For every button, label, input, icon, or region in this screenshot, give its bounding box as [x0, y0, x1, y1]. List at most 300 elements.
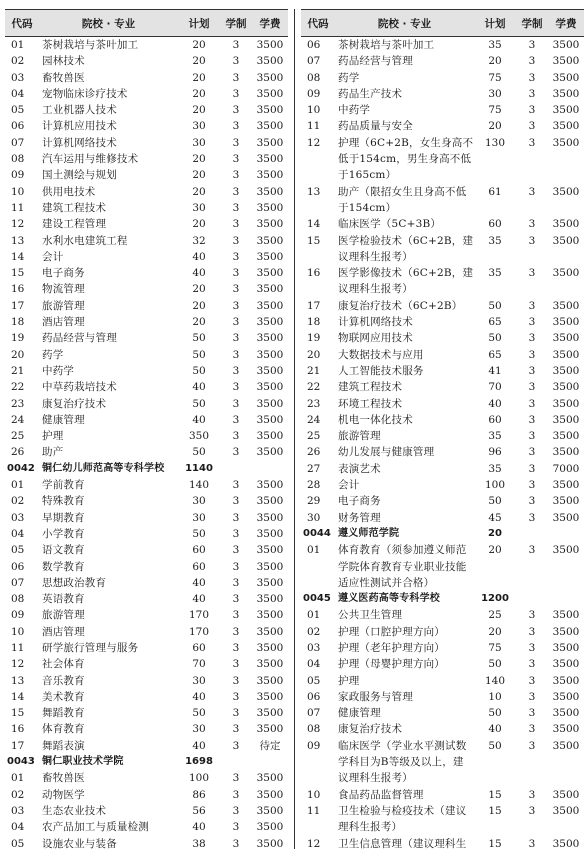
major-years: 3 [232, 267, 240, 280]
major-code: 30 [307, 511, 321, 524]
major-row [5, 803, 288, 819]
major-name: 中草药栽培技术 [42, 381, 117, 394]
major-row [301, 656, 584, 672]
major-name: 建筑工程技术 [42, 201, 107, 214]
major-fee: 3500 [256, 120, 284, 133]
major-plan: 30 [192, 136, 206, 149]
major-code: 11 [307, 804, 321, 817]
major-code: 22 [307, 381, 321, 394]
major-row [301, 314, 584, 330]
major-fee: 3500 [256, 609, 284, 622]
major-plan: 50 [488, 495, 502, 508]
major-row [301, 721, 584, 737]
major-years: 3 [232, 495, 240, 508]
major-code: 04 [307, 658, 321, 671]
major-years: 3 [528, 120, 536, 133]
major-fee: 3500 [552, 87, 580, 100]
major-row [5, 575, 288, 591]
major-fee: 3500 [256, 299, 284, 312]
major-fee: 3500 [552, 104, 580, 117]
major-row [5, 396, 288, 412]
major-name: 体育教育（须参加遵义师范学院体育教育专业职业技能适应性测试并合格） [338, 544, 467, 589]
major-row [301, 118, 584, 134]
major-years: 3 [232, 609, 240, 622]
major-name: 舞蹈表演 [42, 739, 85, 752]
major-years: 3 [232, 364, 240, 377]
major-name: 旅游管理 [42, 299, 85, 312]
major-plan: 35 [488, 267, 502, 280]
major-name: 茶树栽培与茶叶加工 [338, 39, 435, 51]
major-row [301, 510, 584, 526]
major-code: 12 [11, 218, 25, 231]
major-name: 早期教育 [42, 511, 85, 524]
major-fee: 3500 [256, 544, 284, 557]
major-years: 3 [232, 625, 240, 638]
school-row-filler [220, 754, 288, 770]
major-name: 表演艺术 [338, 462, 381, 475]
major-code: 02 [11, 495, 25, 508]
major-row [301, 265, 584, 298]
major-years: 3 [528, 641, 536, 654]
major-name: 畜牧兽医 [42, 71, 85, 84]
major-row [5, 53, 288, 69]
major-fee: 3500 [552, 609, 580, 622]
major-plan: 50 [192, 527, 206, 540]
major-years: 3 [232, 544, 240, 557]
major-name: 设施农业与装备 [42, 837, 117, 850]
major-fee: 3500 [552, 316, 580, 329]
major-row [301, 542, 584, 591]
major-years: 3 [528, 674, 536, 687]
major-name: 药品经营与管理 [42, 332, 117, 345]
major-code: 23 [11, 397, 25, 410]
major-name: 中药学 [42, 364, 75, 377]
major-fee: 3500 [552, 690, 580, 703]
major-name: 计算机应用技术 [42, 120, 117, 133]
major-plan: 20 [192, 169, 206, 182]
major-fee: 3500 [552, 364, 580, 377]
major-fee: 3500 [256, 348, 284, 361]
major-code: 04 [11, 87, 25, 100]
major-fee: 3500 [256, 169, 284, 182]
school-code: 0044 [303, 527, 331, 539]
major-code: 29 [307, 495, 321, 508]
major-code: 05 [307, 674, 321, 687]
major-plan: 50 [488, 299, 502, 312]
major-plan: 32 [192, 234, 206, 247]
column-divider [294, 9, 295, 849]
major-name: 茶树栽培与茶叶加工 [42, 39, 139, 51]
major-fee: 3500 [552, 430, 580, 443]
major-code: 03 [11, 71, 25, 84]
major-code: 14 [11, 690, 25, 703]
major-plan: 20 [192, 153, 206, 166]
major-name: 大数据技术与应用 [338, 348, 424, 361]
major-code: 13 [11, 674, 25, 687]
major-plan: 40 [192, 381, 206, 394]
major-code: 15 [307, 234, 321, 247]
major-plan: 20 [192, 218, 206, 231]
major-years: 3 [528, 218, 536, 231]
major-row [301, 428, 584, 444]
major-row [301, 477, 584, 493]
major-years: 3 [232, 576, 240, 589]
major-years: 3 [528, 413, 536, 426]
major-code: 12 [307, 136, 321, 149]
major-fee: 3500 [552, 120, 580, 133]
major-fee: 3500 [256, 381, 284, 394]
major-code: 15 [11, 267, 25, 280]
major-code: 14 [11, 250, 25, 263]
major-name: 美术教育 [42, 690, 85, 703]
major-name: 农产品加工与质量检测 [42, 821, 149, 834]
major-code: 12 [307, 837, 321, 850]
major-fee: 3500 [256, 821, 284, 834]
major-plan: 40 [192, 593, 206, 606]
major-years: 3 [528, 511, 536, 524]
major-years: 3 [528, 495, 536, 508]
major-years: 3 [528, 299, 536, 312]
major-plan: 140 [484, 674, 506, 687]
major-years: 3 [528, 397, 536, 410]
major-name: 药品质量与安全 [338, 120, 413, 133]
major-plan: 170 [188, 609, 210, 622]
major-row [301, 184, 584, 217]
major-code: 07 [11, 136, 25, 149]
major-code: 10 [307, 788, 321, 801]
major-years: 3 [528, 104, 536, 117]
major-years: 3 [232, 153, 240, 166]
enrollment-table-left [5, 9, 288, 852]
major-code: 24 [11, 413, 25, 426]
major-row [5, 216, 288, 232]
major-code: 08 [307, 723, 321, 736]
major-name: 临床医学（学业水平测试数学科目为B等级及以上，建议理科生报考） [338, 739, 467, 785]
major-name: 特殊教育 [42, 495, 85, 508]
major-fee: 3500 [256, 55, 284, 68]
major-code: 27 [307, 462, 321, 475]
major-plan: 50 [192, 446, 206, 459]
major-fee: 3500 [256, 87, 284, 100]
major-plan: 30 [192, 723, 206, 736]
major-row [5, 591, 288, 607]
major-code: 03 [11, 804, 25, 817]
major-name: 酒店管理 [42, 316, 85, 329]
major-fee: 3500 [256, 39, 284, 51]
major-years: 3 [232, 658, 240, 671]
major-code: 05 [11, 837, 25, 850]
major-years: 3 [232, 316, 240, 329]
major-plan: 40 [192, 821, 206, 834]
major-name: 物流管理 [42, 283, 85, 296]
major-plan: 40 [192, 739, 206, 752]
major-years: 3 [232, 739, 240, 752]
major-code: 08 [307, 71, 321, 84]
school-code: 0042 [7, 462, 35, 474]
header-plan: 计划 [474, 10, 516, 37]
major-row [5, 363, 288, 379]
major-name: 卫生信息管理（建议理科生 [338, 837, 467, 850]
major-row [301, 836, 584, 852]
major-code: 05 [11, 544, 25, 557]
school-plan-total: 20 [488, 527, 502, 539]
major-plan: 50 [488, 332, 502, 345]
major-years: 3 [232, 332, 240, 345]
header-name: 院校 · 专业 [39, 10, 178, 37]
major-name: 体育教育 [42, 723, 85, 736]
major-plan: 50 [488, 739, 502, 752]
major-name: 建设工程管理 [42, 218, 107, 231]
major-name: 卫生检验与检疫技术（建议理科生报考） [338, 804, 467, 834]
major-name: 药品生产技术 [338, 87, 403, 100]
major-code: 07 [307, 707, 321, 720]
major-name: 音乐教育 [42, 674, 85, 687]
major-code: 21 [11, 364, 25, 377]
major-code: 16 [307, 267, 321, 280]
major-plan: 70 [192, 658, 206, 671]
school-plan-total: 1140 [185, 462, 213, 474]
major-code: 03 [307, 641, 321, 654]
major-name: 助产（限招女生且身高不低于154cm） [338, 185, 467, 214]
enrollment-table-right [301, 9, 584, 852]
major-row [301, 396, 584, 412]
major-fee: 3500 [552, 674, 580, 687]
major-plan: 40 [192, 413, 206, 426]
major-name: 数学教育 [42, 560, 85, 573]
major-row [301, 444, 584, 460]
major-name: 公共卫生管理 [338, 609, 403, 622]
major-fee: 3500 [256, 413, 284, 426]
major-plan: 56 [192, 804, 206, 817]
major-code: 17 [11, 299, 25, 312]
header-code: 代码 [301, 10, 335, 37]
major-plan: 15 [488, 788, 502, 801]
major-code: 26 [11, 446, 25, 459]
major-row [5, 542, 288, 558]
major-fee: 3500 [552, 299, 580, 312]
major-plan: 50 [192, 364, 206, 377]
major-row [301, 233, 584, 266]
major-row [5, 721, 288, 737]
major-name: 生态农业技术 [42, 804, 107, 817]
major-plan: 20 [192, 299, 206, 312]
major-row [301, 379, 584, 395]
major-code: 13 [11, 234, 25, 247]
major-name: 电子商务 [338, 495, 381, 508]
major-name: 物联网应用技术 [338, 332, 413, 345]
major-code: 01 [307, 544, 321, 557]
major-name: 社会体育 [42, 658, 85, 671]
major-name: 机电一体化技术 [338, 413, 413, 426]
major-row [5, 526, 288, 542]
major-code: 25 [307, 430, 321, 443]
major-plan: 61 [488, 185, 502, 198]
major-name: 护理（老年护理方向） [338, 641, 445, 654]
major-row [5, 265, 288, 281]
major-code: 01 [11, 772, 25, 785]
major-code: 02 [11, 788, 25, 801]
major-plan: 50 [192, 397, 206, 410]
major-row [5, 559, 288, 575]
major-fee: 3500 [552, 381, 580, 394]
major-plan: 30 [192, 201, 206, 214]
major-plan: 20 [192, 87, 206, 100]
school-row [5, 461, 288, 477]
major-code: 25 [11, 430, 25, 443]
major-plan: 65 [488, 316, 502, 329]
school-name: 铜仁幼儿师范高等专科学校 [42, 462, 165, 474]
major-years: 3 [232, 283, 240, 296]
major-fee: 3500 [552, 397, 580, 410]
right-column [301, 9, 584, 849]
major-plan: 20 [192, 39, 206, 51]
major-plan: 60 [192, 641, 206, 654]
major-fee: 3500 [552, 788, 580, 801]
major-years: 3 [528, 739, 536, 752]
major-years: 3 [528, 707, 536, 720]
major-years: 3 [528, 332, 536, 345]
major-plan: 30 [192, 495, 206, 508]
major-row [301, 135, 584, 184]
major-fee: 待定 [259, 739, 281, 752]
major-row [5, 624, 288, 640]
table-header-row [5, 10, 288, 37]
major-row [301, 673, 584, 689]
major-row [5, 705, 288, 721]
school-name: 遵义师范学院 [338, 527, 400, 539]
major-fee: 3500 [256, 837, 284, 850]
major-fee: 3500 [256, 625, 284, 638]
major-name: 畜牧兽医 [42, 772, 85, 785]
major-code: 16 [11, 283, 25, 296]
major-fee: 3500 [256, 430, 284, 443]
major-row [301, 412, 584, 428]
major-fee: 3500 [256, 723, 284, 736]
major-years: 3 [528, 364, 536, 377]
major-fee: 3500 [552, 739, 580, 752]
major-name: 护理 [338, 674, 360, 687]
major-row [5, 819, 288, 835]
major-code: 07 [307, 55, 321, 68]
major-years: 3 [232, 201, 240, 214]
major-row [5, 689, 288, 705]
major-years: 3 [232, 299, 240, 312]
major-name: 幼儿发展与健康管理 [338, 446, 435, 459]
major-years: 3 [232, 560, 240, 573]
major-code: 26 [307, 446, 321, 459]
major-code: 16 [11, 723, 25, 736]
major-name: 康复治疗技术 [42, 397, 107, 410]
header-fee: 学费 [252, 10, 288, 37]
major-plan: 50 [192, 332, 206, 345]
major-row [301, 624, 584, 640]
major-row [5, 428, 288, 444]
major-fee: 3500 [552, 218, 580, 231]
major-fee: 7000 [552, 462, 580, 475]
major-fee: 3500 [256, 674, 284, 687]
major-fee: 3500 [552, 837, 580, 850]
major-code: 10 [307, 104, 321, 117]
school-code: 0043 [7, 756, 35, 768]
major-row [301, 102, 584, 118]
major-row [301, 803, 584, 836]
major-plan: 45 [488, 511, 502, 524]
major-years: 3 [232, 593, 240, 606]
major-row [5, 607, 288, 623]
major-fee: 3500 [256, 234, 284, 247]
major-plan: 50 [488, 658, 502, 671]
header-plan: 计划 [178, 10, 220, 37]
major-code: 11 [11, 641, 25, 654]
major-years: 3 [528, 462, 536, 475]
school-name: 铜仁职业技术学院 [42, 756, 124, 768]
header-years: 学制 [516, 10, 548, 37]
major-code: 15 [11, 707, 25, 720]
major-row [5, 249, 288, 265]
major-name: 动物医学 [42, 788, 85, 801]
major-plan: 35 [488, 430, 502, 443]
major-years: 3 [232, 120, 240, 133]
major-fee: 3500 [552, 267, 580, 280]
major-plan: 35 [488, 234, 502, 247]
major-row [301, 787, 584, 803]
major-row [5, 151, 288, 167]
major-code: 14 [307, 218, 321, 231]
major-plan: 20 [488, 625, 502, 638]
major-fee: 3500 [256, 104, 284, 117]
major-fee: 3500 [552, 641, 580, 654]
major-name: 工业机器人技术 [42, 104, 117, 117]
major-row [5, 738, 288, 754]
major-fee: 3500 [256, 267, 284, 280]
major-code: 19 [307, 332, 321, 345]
major-fee: 3500 [552, 348, 580, 361]
major-fee: 3500 [552, 185, 580, 198]
major-years: 3 [232, 723, 240, 736]
major-row [5, 444, 288, 460]
major-name: 英语教育 [42, 593, 85, 606]
major-years: 3 [528, 430, 536, 443]
major-name: 研学旅行管理与服务 [42, 641, 139, 654]
major-plan: 30 [192, 674, 206, 687]
major-code: 06 [11, 120, 25, 133]
major-code: 06 [307, 39, 321, 51]
major-plan: 20 [192, 55, 206, 68]
major-years: 3 [232, 136, 240, 149]
major-years: 3 [232, 707, 240, 720]
school-row [5, 754, 288, 770]
major-name: 康复治疗技术 [338, 723, 403, 736]
major-years: 3 [528, 837, 536, 850]
major-plan: 25 [488, 609, 502, 622]
major-code: 10 [11, 185, 25, 198]
major-row [5, 477, 288, 493]
major-row [301, 705, 584, 721]
major-name: 环境工程技术 [338, 397, 403, 410]
major-years: 3 [528, 87, 536, 100]
major-fee: 3500 [256, 804, 284, 817]
major-plan: 140 [188, 479, 210, 492]
major-row [5, 673, 288, 689]
major-name: 建筑工程技术 [338, 381, 403, 394]
major-fee: 3500 [256, 364, 284, 377]
major-years: 3 [232, 104, 240, 117]
major-row [301, 86, 584, 102]
major-plan: 40 [192, 267, 206, 280]
major-code: 09 [307, 87, 321, 100]
major-code: 17 [307, 299, 321, 312]
major-fee: 3500 [552, 544, 580, 557]
